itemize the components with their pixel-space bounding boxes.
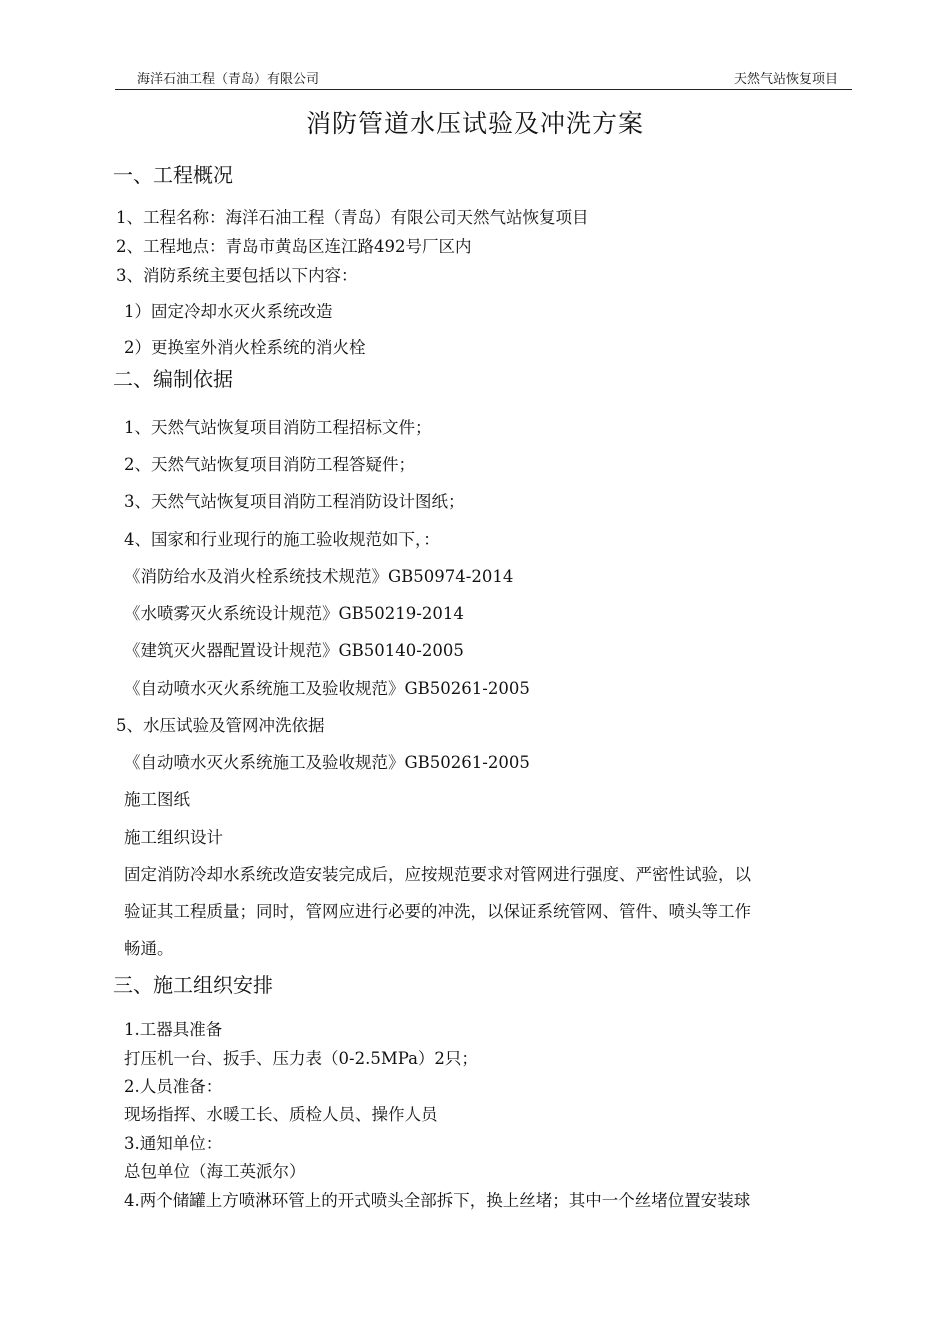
section-heading-basis: 二、编制依据 bbox=[113, 367, 233, 391]
page-header bbox=[115, 70, 852, 90]
organization-item: 4.两个储罐上方喷淋环管上的开式喷头全部拆下，换上丝堵；其中一个丝堵位置安装球 bbox=[124, 1191, 751, 1210]
overview-subitem: 1）固定冷却水灭火系统改造 bbox=[124, 302, 333, 321]
section-heading-organization: 三、施工组织安排 bbox=[113, 973, 273, 997]
basis-item: 5、水压试验及管网冲洗依据 bbox=[116, 716, 325, 735]
overview-subitem: 2）更换室外消火栓系统的消火栓 bbox=[124, 338, 366, 357]
basis-item: 2、天然气站恢复项目消防工程答疑件； bbox=[124, 455, 415, 474]
header-project: 天然气站恢复项目 bbox=[733, 72, 838, 87]
section-heading-overview: 一、工程概况 bbox=[113, 163, 233, 187]
overview-item: 3、消防系统主要包括以下内容： bbox=[116, 266, 358, 285]
organization-item: 打压机一台、扳手、压力表（0-2.5MPa）2只； bbox=[124, 1049, 478, 1068]
basis-item: 1、天然气站恢复项目消防工程招标文件； bbox=[124, 418, 432, 437]
basis-reference: 施工图纸 bbox=[124, 790, 190, 809]
basis-item: 4、国家和行业现行的施工验收规范如下，： bbox=[124, 530, 440, 549]
standard-reference: 《自动喷水灭火系统施工及验收规范》GB50261-2005 bbox=[124, 679, 530, 698]
basis-paragraph-line: 固定消防冷却水系统改造安装完成后，应按规范要求对管网进行强度、严密性试验，以 bbox=[124, 865, 751, 884]
standard-reference: 《自动喷水灭火系统施工及验收规范》GB50261-2005 bbox=[124, 753, 530, 772]
basis-paragraph-line: 畅通。 bbox=[124, 939, 174, 958]
standard-reference: 《水喷雾灭火系统设计规范》GB50219-2014 bbox=[124, 604, 464, 623]
organization-item: 1.工器具准备 bbox=[124, 1020, 223, 1039]
basis-reference: 施工组织设计 bbox=[124, 828, 223, 847]
basis-paragraph-line: 验证其工程质量；同时，管网应进行必要的冲洗，以保证系统管网、管件、喷头等工作 bbox=[124, 902, 751, 921]
organization-item: 3.通知单位： bbox=[124, 1134, 223, 1153]
document-title: 消防管道水压试验及冲洗方案 bbox=[305, 109, 644, 138]
organization-item: 2.人员准备： bbox=[124, 1077, 223, 1096]
organization-item: 现场指挥、水暖工长、质检人员、操作人员 bbox=[124, 1105, 438, 1124]
standard-reference: 《消防给水及消火栓系统技术规范》GB50974-2014 bbox=[124, 567, 514, 586]
basis-item: 3、天然气站恢复项目消防工程消防设计图纸； bbox=[124, 492, 465, 511]
overview-item: 2、工程地点：青岛市黄岛区连江路492号厂区内 bbox=[116, 237, 472, 256]
standard-reference: 《建筑灭火器配置设计规范》GB50140-2005 bbox=[124, 641, 464, 660]
overview-item: 1、工程名称：海洋石油工程（青岛）有限公司天然气站恢复项目 bbox=[116, 208, 589, 227]
header-company: 海洋石油工程（青岛）有限公司 bbox=[137, 72, 320, 87]
organization-item: 总包单位（海工英派尔） bbox=[124, 1162, 306, 1181]
